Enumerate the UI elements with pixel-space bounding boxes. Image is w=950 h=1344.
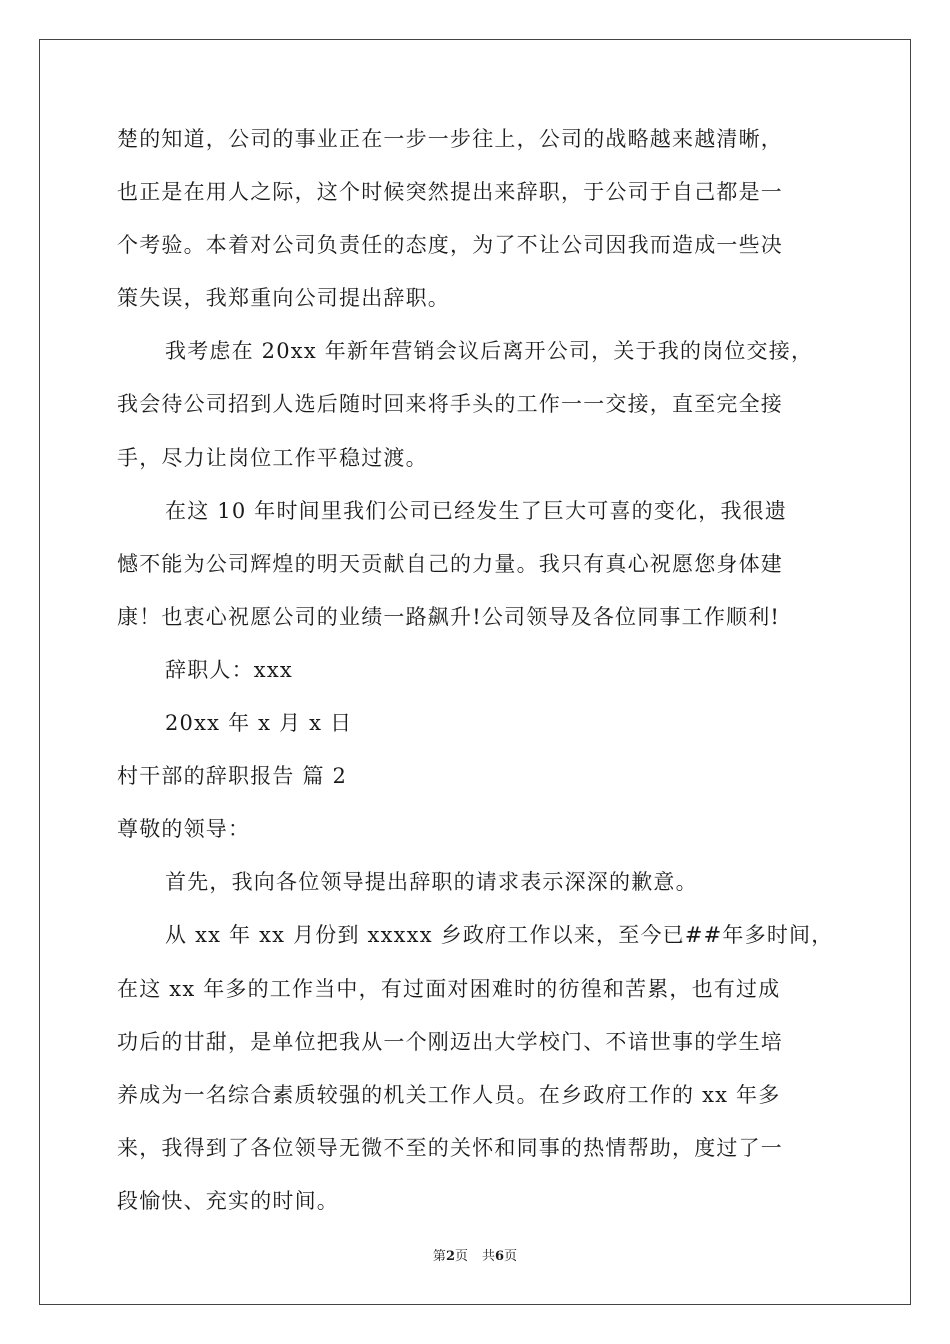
paragraph-line: 楚的知道，公司的事业正在一步一步往上，公司的战略越来越清晰， bbox=[117, 127, 783, 151]
total-pages: 6 bbox=[495, 1249, 505, 1264]
paragraph-line: 从 xx 年 xx 月份到 xxxxx 乡政府工作以来，至今已##年多时间， bbox=[165, 923, 834, 948]
paragraph-line: 手，尽力让岗位工作平稳过渡。 bbox=[117, 445, 428, 470]
total-suffix: 页 bbox=[504, 1249, 518, 1264]
total-prefix: 共 bbox=[482, 1249, 496, 1264]
paragraph-line: 来，我得到了各位领导无微不至的关怀和同事的热情帮助，度过了一 bbox=[117, 1135, 783, 1160]
paragraph-line: 功后的甘甜，是单位把我从一个刚迈出大学校门、不谙世事的学生培 bbox=[117, 1029, 783, 1054]
paragraph-line: 憾不能为公司辉煌的明天贡献自己的力量。我只有真心祝愿您身体建 bbox=[117, 551, 783, 576]
paragraph-line: 在这 10 年时间里我们公司已经发生了巨大可喜的变化，我很遗 bbox=[165, 498, 788, 523]
paragraph-line: 策失误，我郑重向公司提出辞职。 bbox=[117, 286, 450, 311]
paragraph-line: 康！也衷心祝愿公司的业绩一路飙升!公司领导及各位同事工作顺利! bbox=[117, 604, 781, 629]
signature-line: 辞职人：xxx bbox=[165, 657, 293, 682]
paragraph-line: 在这 xx 年多的工作当中，有过面对困难时的彷徨和苦累，也有过成 bbox=[117, 976, 781, 1001]
paragraph-line: 个考验。本着对公司负责任的态度，为了不让公司因我而造成一些决 bbox=[117, 233, 783, 258]
date-line: 20xx 年 x 月 x 日 bbox=[165, 711, 353, 736]
page-prefix: 第 bbox=[432, 1249, 446, 1264]
section-heading: 村干部的辞职报告 篇 2 bbox=[117, 764, 348, 789]
page-suffix: 页 bbox=[454, 1249, 468, 1264]
paragraph-line: 段愉快、充实的时间。 bbox=[117, 1188, 339, 1213]
page-number: 2 bbox=[445, 1249, 455, 1264]
paragraph-line: 我会待公司招到人选后随时回来将手头的工作一一交接，直至完全接 bbox=[117, 392, 783, 417]
paragraph-line: 我考虑在 20xx 年新年营销会议后离开公司，关于我的岗位交接， bbox=[165, 339, 814, 364]
paragraph-line: 也正是在用人之际，这个时候突然提出来辞职，于公司于自己都是一 bbox=[117, 180, 783, 205]
salutation: 尊敬的领导： bbox=[117, 817, 251, 842]
page-footer bbox=[0, 1249, 950, 1265]
paragraph-line: 养成为一名综合素质较强的机关工作人员。在乡政府工作的 xx 年多 bbox=[117, 1082, 781, 1107]
document-body bbox=[117, 126, 837, 1241]
paragraph-line: 首先，我向各位领导提出辞职的请求表示深深的歉意。 bbox=[165, 870, 698, 895]
